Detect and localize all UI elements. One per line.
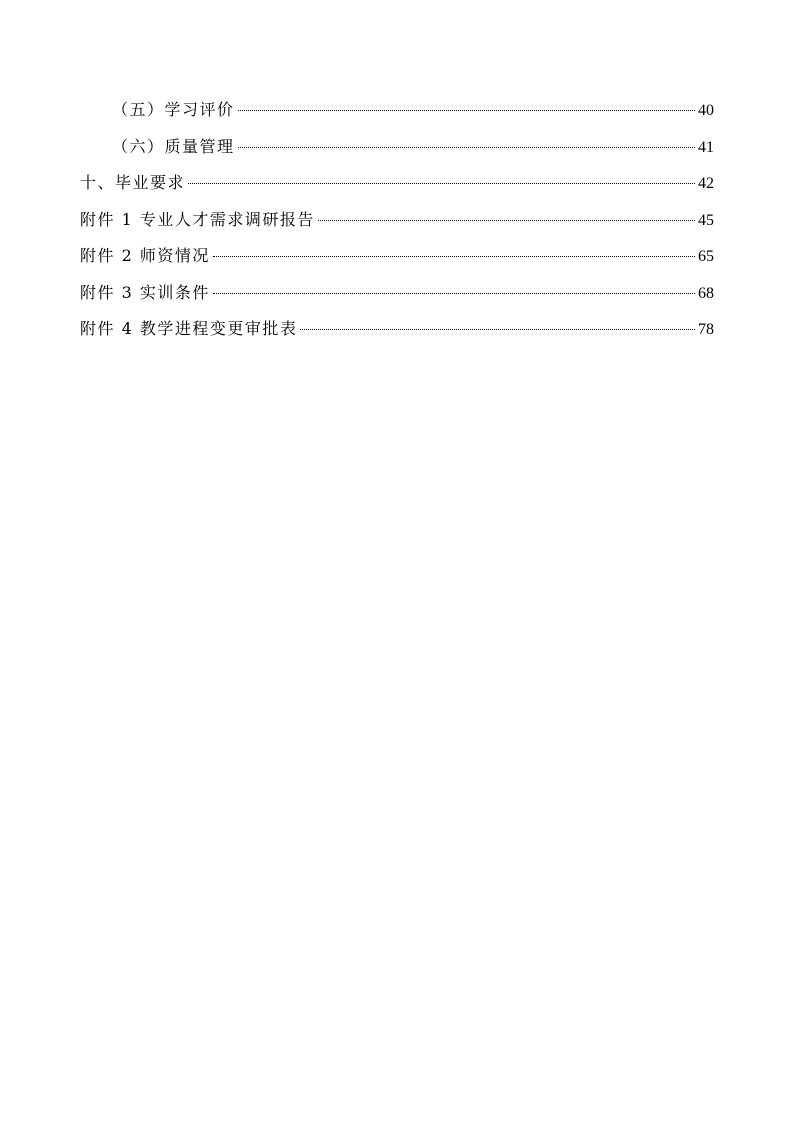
toc-entry-appendix-3[interactable] [80, 279, 714, 316]
toc-entry-appendix-1[interactable] [80, 206, 714, 243]
toc-entry-page-number: 68 [698, 284, 714, 302]
toc-dot-leader [188, 183, 695, 184]
toc-dot-leader [300, 329, 695, 330]
toc-entry-page-number: 78 [698, 321, 714, 338]
toc-entry-title: 附件 4 教学进程变更审批表 [80, 319, 298, 338]
toc-entry-page-number: 40 [698, 102, 714, 119]
table-of-contents [80, 96, 714, 352]
toc-entry-title: 附件 2 师资情况 [80, 246, 210, 265]
toc-entry-title: 附件 1 专业人才需求调研报告 [80, 209, 315, 229]
toc-entry-appendix-4[interactable] [80, 315, 714, 352]
toc-dot-leader [238, 110, 695, 111]
toc-dot-leader [238, 147, 695, 148]
toc-entry-page-number: 65 [698, 248, 714, 265]
toc-entry-graduation-requirements[interactable] [80, 169, 714, 206]
toc-entry-title: 附件 3 实训条件 [80, 282, 210, 302]
toc-entry-quality-management[interactable] [80, 133, 714, 170]
toc-entry-page-number: 45 [698, 211, 714, 229]
toc-dot-leader [213, 293, 695, 294]
toc-entry-title: 十、毕业要求 [80, 173, 186, 192]
toc-entry-title: （五）学习评价 [112, 100, 235, 119]
toc-dot-leader [213, 256, 695, 257]
toc-entry-page-number: 41 [698, 138, 714, 156]
toc-entry-title: （六）质量管理 [112, 136, 235, 156]
toc-entry-learning-evaluation[interactable] [80, 96, 714, 133]
toc-dot-leader [318, 220, 695, 221]
toc-entry-appendix-2[interactable] [80, 242, 714, 279]
toc-entry-page-number: 42 [698, 175, 714, 192]
